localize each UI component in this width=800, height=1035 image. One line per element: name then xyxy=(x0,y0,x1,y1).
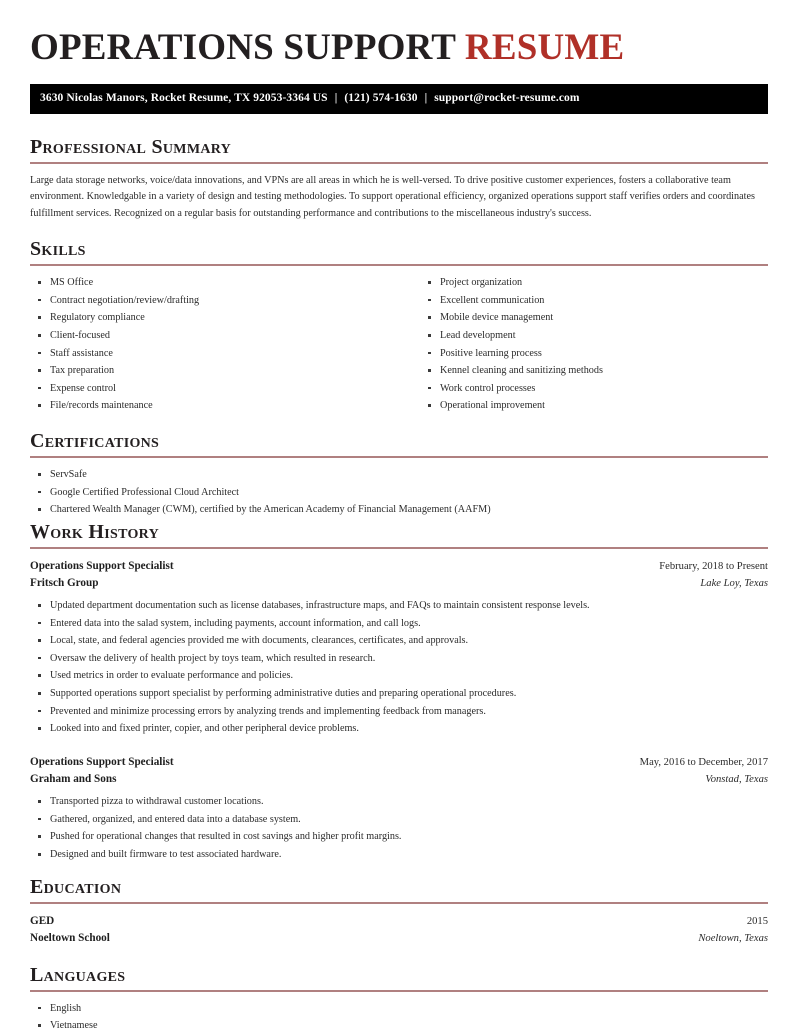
job-dates: May, 2016 to December, 2017 xyxy=(639,757,768,769)
section-skills xyxy=(30,238,768,416)
page-title-main: OPERATIONS SUPPORT xyxy=(30,27,456,68)
section-rule-education xyxy=(30,902,768,904)
list-item: Regulatory compliance xyxy=(30,310,399,325)
list-item: Local, state, and federal agencies provided me with documents, clearances, certificates, and approvals. xyxy=(30,633,768,648)
section-professional-summary xyxy=(30,136,768,223)
school-location: Noeltown, Texas xyxy=(698,932,768,944)
work-entry-company-row xyxy=(30,575,768,592)
list-item: Staff assistance xyxy=(30,346,399,361)
list-item: Work control processes xyxy=(420,381,768,396)
job-title: Operations Support Specialist xyxy=(30,560,174,573)
education-entry xyxy=(30,913,768,947)
skills-list-left xyxy=(30,275,399,413)
list-item: Prevented and minimize processing errors by analyzing trends and implementing feedback from managers. xyxy=(30,704,768,719)
list-item: Lead development xyxy=(420,328,768,343)
contact-address: 3630 Nicolas Manors, Rocket Resume, TX 92053-3364 US xyxy=(40,91,328,104)
section-heading-languages: Languages xyxy=(30,963,126,986)
work-entry-title-row xyxy=(30,754,768,771)
list-item: Client-focused xyxy=(30,328,399,343)
list-item: Contract negotiation/review/drafting xyxy=(30,293,399,308)
section-certifications xyxy=(30,430,768,517)
contact-email[interactable]: support@rocket-resume.com xyxy=(434,91,580,104)
section-heading-summary: Professional Summary xyxy=(30,135,232,158)
work-entry-bullets xyxy=(30,794,768,862)
list-item: Used metrics in order to evaluate performance and policies. xyxy=(30,668,768,683)
list-item: File/records maintenance xyxy=(30,398,399,413)
list-item: Excellent communication xyxy=(420,293,768,308)
section-education xyxy=(30,876,768,947)
degree-year: 2015 xyxy=(746,916,768,928)
section-languages xyxy=(30,964,768,1034)
list-item: English xyxy=(30,1001,768,1016)
job-location: Lake Loy, Texas xyxy=(700,578,768,590)
page-title-accent: RESUME xyxy=(464,27,625,68)
certifications-list xyxy=(30,467,768,517)
list-item: Expense control xyxy=(30,381,399,396)
section-heading-certifications: Certifications xyxy=(30,430,160,453)
list-item: Gathered, organized, and entered data into a database system. xyxy=(30,812,768,827)
list-item: Supported operations support specialist by performing administrative duties and preparing operational procedures. xyxy=(30,686,768,701)
section-rule-skills xyxy=(30,264,768,266)
section-heading-work-history: Work History xyxy=(30,521,159,544)
work-entry-header xyxy=(30,558,768,592)
list-item: Oversaw the delivery of health project by toys team, which resulted in research. xyxy=(30,651,768,666)
list-item: Tax preparation xyxy=(30,363,399,378)
contact-bar xyxy=(30,84,768,114)
list-item: Positive learning process xyxy=(420,346,768,361)
list-item: Kennel cleaning and sanitizing methods xyxy=(420,363,768,378)
list-item: Entered data into the salad system, including payments, account information, and call logs. xyxy=(30,616,768,631)
skills-columns xyxy=(30,275,768,416)
work-entry-bullets xyxy=(30,598,768,736)
languages-list xyxy=(30,1001,768,1034)
work-entry xyxy=(30,558,768,736)
list-item: Vietnamese xyxy=(30,1018,768,1033)
list-item: Transported pizza to withdrawal customer locations. xyxy=(30,794,768,809)
job-title: Operations Support Specialist xyxy=(30,756,174,769)
education-degree-row xyxy=(30,913,768,930)
section-rule-summary xyxy=(30,162,768,164)
job-location: Vonstad, Texas xyxy=(705,774,768,786)
work-entry-company-row xyxy=(30,771,768,788)
list-item: Project organization xyxy=(420,275,768,290)
work-entry-title-row xyxy=(30,558,768,575)
skills-column-right xyxy=(399,275,768,416)
section-rule-languages xyxy=(30,990,768,992)
contact-separator-2: | xyxy=(424,91,428,104)
skills-column-left xyxy=(30,275,399,416)
section-rule-work-history xyxy=(30,547,768,549)
list-item: Pushed for operational changes that resulted in cost savings and higher profit margins. xyxy=(30,829,768,844)
list-item: ServSafe xyxy=(30,467,768,482)
list-item: Operational improvement xyxy=(420,398,768,413)
list-item: Google Certified Professional Cloud Architect xyxy=(30,485,768,500)
company-name: Graham and Sons xyxy=(30,773,117,786)
list-item: MS Office xyxy=(30,275,399,290)
skills-list-right xyxy=(420,275,768,413)
section-rule-certifications xyxy=(30,456,768,458)
degree-name: GED xyxy=(30,915,55,928)
list-item: Looked into and fixed printer, copier, and other peripheral device problems. xyxy=(30,721,768,736)
work-entry xyxy=(30,754,768,862)
section-work-history xyxy=(30,521,768,862)
section-heading-skills: Skills xyxy=(30,238,86,261)
list-item: Chartered Wealth Manager (CWM), certified by the American Academy of Financial Management (AAFM) xyxy=(30,502,768,517)
work-entry-header xyxy=(30,754,768,788)
section-heading-education: Education xyxy=(30,876,122,899)
list-item: Designed and built firmware to test associated hardware. xyxy=(30,847,768,862)
education-school-row xyxy=(30,930,768,947)
summary-text: Large data storage networks, voice/data innovations, and VPNs are all areas in which he is well-versed. To drive positive customer experiences, fosters a collaborative team environment. Knowledgable in a variety of design and testing methodologies. To support operational efficiency, organized operations support staff verifies orders and coordinates fulfillment services. Recognized on a regular basis for outstanding performance and contributions to the miscellaneous industry's success. xyxy=(30,174,755,219)
list-item: Mobile device management xyxy=(420,310,768,325)
list-item: Updated department documentation such as license databases, infrastructure maps, and FAQs to maintain consistent response levels. xyxy=(30,598,768,613)
page-title xyxy=(30,28,768,68)
school-name: Noeltown School xyxy=(30,931,110,944)
job-dates: February, 2018 to Present xyxy=(659,561,768,573)
company-name: Fritsch Group xyxy=(30,577,99,590)
contact-separator-1: | xyxy=(334,91,338,104)
contact-phone: (121) 574-1630 xyxy=(344,91,418,104)
